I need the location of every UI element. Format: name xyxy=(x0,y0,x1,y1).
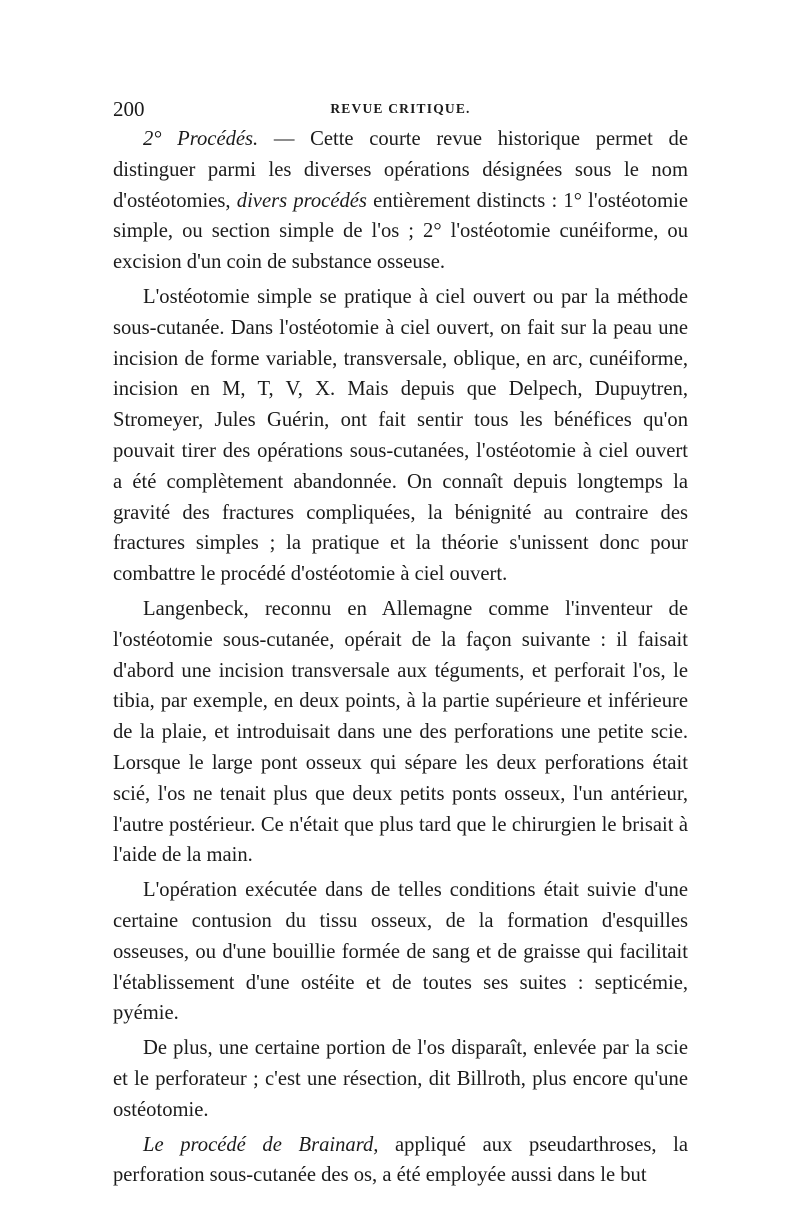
paragraph-text: entièrement distincts : 1° l'ostéotomie simple, ou section simple de l'os ; 2° l'ostéotomie cunéiforme, ou excision d'un coin de substance osseuse. xyxy=(113,189,688,274)
paragraph-operation: L'opération exécutée dans de telles conditions était suivie d'une certaine contusion du tissu osseux, de la formation d'esquilles osseuses, ou d'une bouillie formée de sang et de graisse qui facilitait l'établissement d'une ostéite et de toutes ses suites : septicémie, pyémie. xyxy=(113,879,688,1025)
paragraph-text: appliqué aux pseudarthroses, la perforation sous-cutanée des os, a été employée aussi dans le but xyxy=(113,1133,688,1187)
paragraph-osteotomie-simple: L'ostéotomie simple se pratique à ciel ouvert ou par la méthode sous-cutanée. Dans l'ostéotomie à ciel ouvert, on fait sur la peau une incision de forme variable, transversale, oblique, en arc, cunéiforme, incision en M, T, V, X. Mais depuis que Delpech, Dupuytren, Stromeyer, Jules Guérin, ont fait sentir tous les bénéfices qu'on pouvait tirer des opérations sous-cutanées, l'ostéotomie à ciel ouvert a été complètement abandonnée. On connaît depuis longtemps la gravité des fractures compliquées, la bénignité au contraire des fractures simples ; la pratique et la théorie s'unissent donc pour combattre le procédé d'ostéotomie à ciel ouvert. xyxy=(113,285,688,586)
page-header xyxy=(113,97,688,123)
emphasis: Le procédé de Brainard, xyxy=(143,1133,379,1156)
paragraph-text: — Cette courte revue historique permet de distinguer parmi les diverses opérations désignées sous le nom d'ostéotomies, xyxy=(113,128,688,212)
page-number: 200 xyxy=(113,97,145,121)
running-title: REVUE CRITIQUE. xyxy=(330,101,471,116)
paragraph-procedes xyxy=(113,124,688,278)
paragraph-brainard xyxy=(113,1130,688,1192)
emphasis: divers procédés xyxy=(236,189,367,212)
paragraph-de-plus: De plus, une certaine portion de l'os disparaît, enlevée par la scie et le perforateur ; c'est une résection, dit Billroth, plus encore qu'une ostéotomie. xyxy=(113,1037,688,1121)
section-lead: 2° Procédés. xyxy=(143,128,259,150)
body-text xyxy=(113,124,688,1191)
paragraph-langenbeck: Langenbeck, reconnu en Allemagne comme l'inventeur de l'ostéotomie sous-cutanée, opérait de la façon suivante : il faisait d'abord une incision transversale aux téguments, et perforait l'os, le tibia, par exemple, en deux points, à la partie supérieure et inférieure de la plaie, et introduisait dans une des perforations une petite scie. Lorsque le large pont osseux qui sépare les deux perforations était scié, l'os ne tenait plus que deux petits ponts osseux, l'un antérieur, l'autre postérieur. Ce n'était que plus tard que le chirurgien le brisait à l'aide de la main. xyxy=(113,597,688,867)
